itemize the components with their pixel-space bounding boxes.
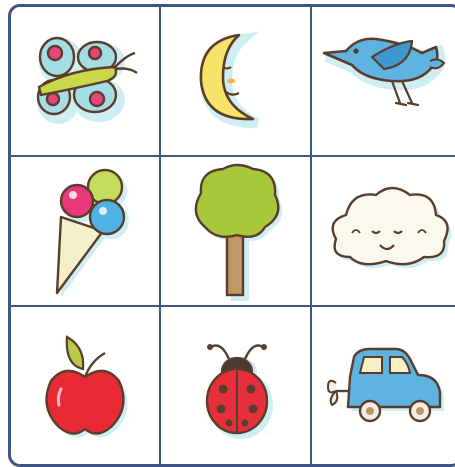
ice-cream-cone-icon [11,157,161,307]
card-ice-cream[interactable] [11,157,159,305]
card-ladybug[interactable] [161,307,310,455]
red-apple-icon [11,307,161,457]
crescent-moon-icon [161,7,311,157]
card-bluebird[interactable] [312,7,455,155]
card-tree[interactable] [161,157,310,305]
wind-up-toy-car-icon [312,307,455,457]
ladybug-icon [161,307,311,457]
bluebird-icon [312,7,455,157]
card-cloud[interactable] [312,157,455,305]
tree-icon [161,157,311,307]
smiling-cloud-icon [312,157,455,307]
picture-card-grid [8,4,455,467]
card-crescent-moon[interactable] [161,7,310,155]
card-apple[interactable] [11,307,159,455]
card-toy-car[interactable] [312,307,455,455]
card-butterfly[interactable] [11,7,159,155]
butterfly-icon [11,7,161,157]
